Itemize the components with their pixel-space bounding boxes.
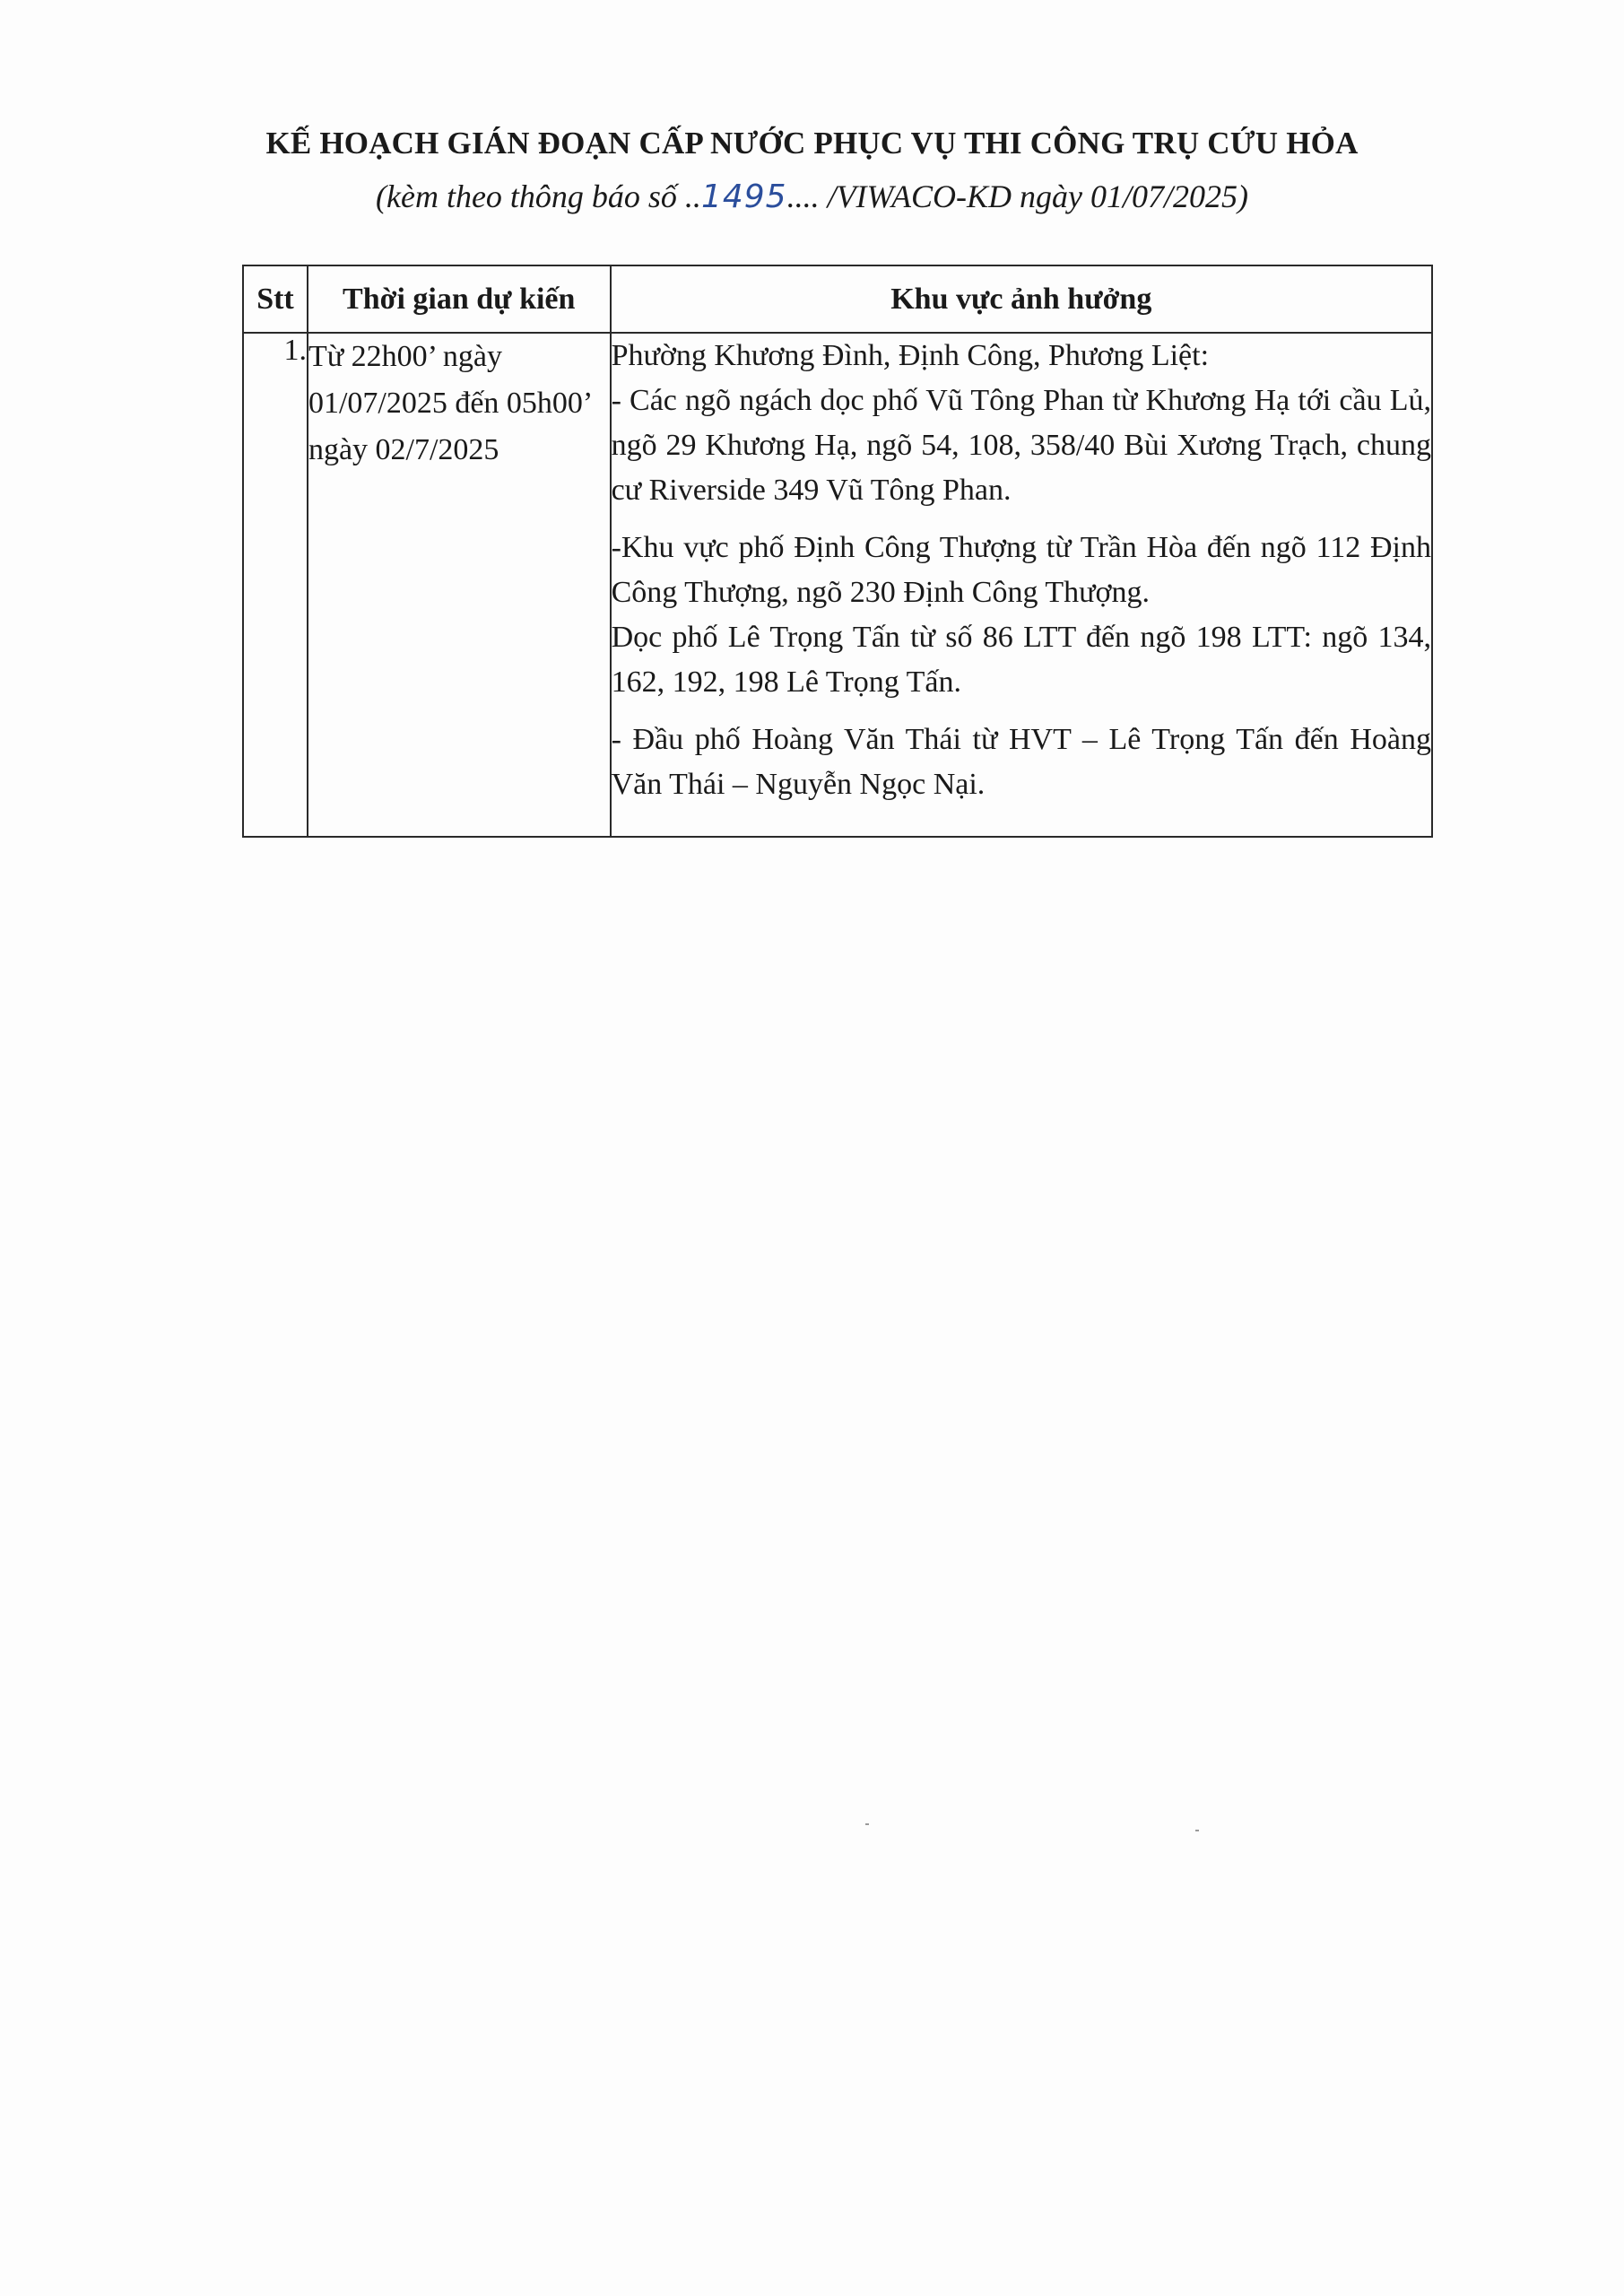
table-row <box>243 333 1432 837</box>
document-title: KẾ HOẠCH GIÁN ĐOẠN CẤP NƯỚC PHỤC VỤ THI CÔNG TRỤ CỨU HỎA <box>265 126 1359 161</box>
row-expected-time: Từ 22h00’ ngày 01/07/2025 đến 05h00’ ngày 02/7/2025 <box>308 333 611 837</box>
header-stt: Stt <box>243 265 308 333</box>
area-item-vu-tong-phan: - Các ngõ ngách dọc phố Vũ Tông Phan từ Khương Hạ tới cầu Lủ, ngõ 29 Khương Hạ, ngõ 54, 108, 358/40 Bùi Xương Trạch, chung cư Riverside 349 Vũ Tông Phan. <box>611 384 1431 507</box>
area-item-le-trong-tan: Dọc phố Lê Trọng Tấn từ số 86 LTT đến ngõ 198 LTT: ngõ 134, 162, 192, 198 Lê Trọng Tấn. <box>611 621 1431 699</box>
subtitle-suffix: .... /VIWACO-KD ngày 01/07/2025) <box>786 178 1248 214</box>
header-affected-area: Khu vực ảnh hưởng <box>611 265 1432 333</box>
document-subtitle <box>0 178 1624 215</box>
scan-speck <box>1195 1830 1199 1831</box>
row-stt: 1. <box>243 333 308 837</box>
table-header-row <box>243 265 1432 333</box>
interruption-plan-table <box>242 265 1433 838</box>
handwritten-notice-number: 1495 <box>700 178 787 215</box>
subtitle-prefix: (kèm theo thông báo số .. <box>376 178 701 214</box>
area-item-hoang-van-thai: - Đầu phố Hoàng Văn Thái từ HVT – Lê Trọng Tấn đến Hoàng Văn Thái – Nguyễn Ngọc Nại. <box>611 723 1431 801</box>
area-wards: Phường Khương Đình, Định Công, Phương Liệt: <box>611 339 1210 372</box>
scan-speck <box>865 1823 869 1825</box>
area-item-dinh-cong-thuong: -Khu vực phố Định Công Thượng từ Trần Hòa đến ngõ 112 Định Công Thượng, ngõ 230 Định Công Thượng. <box>611 531 1431 609</box>
row-affected-area <box>611 333 1432 837</box>
header-expected-time: Thời gian dự kiến <box>308 265 611 333</box>
